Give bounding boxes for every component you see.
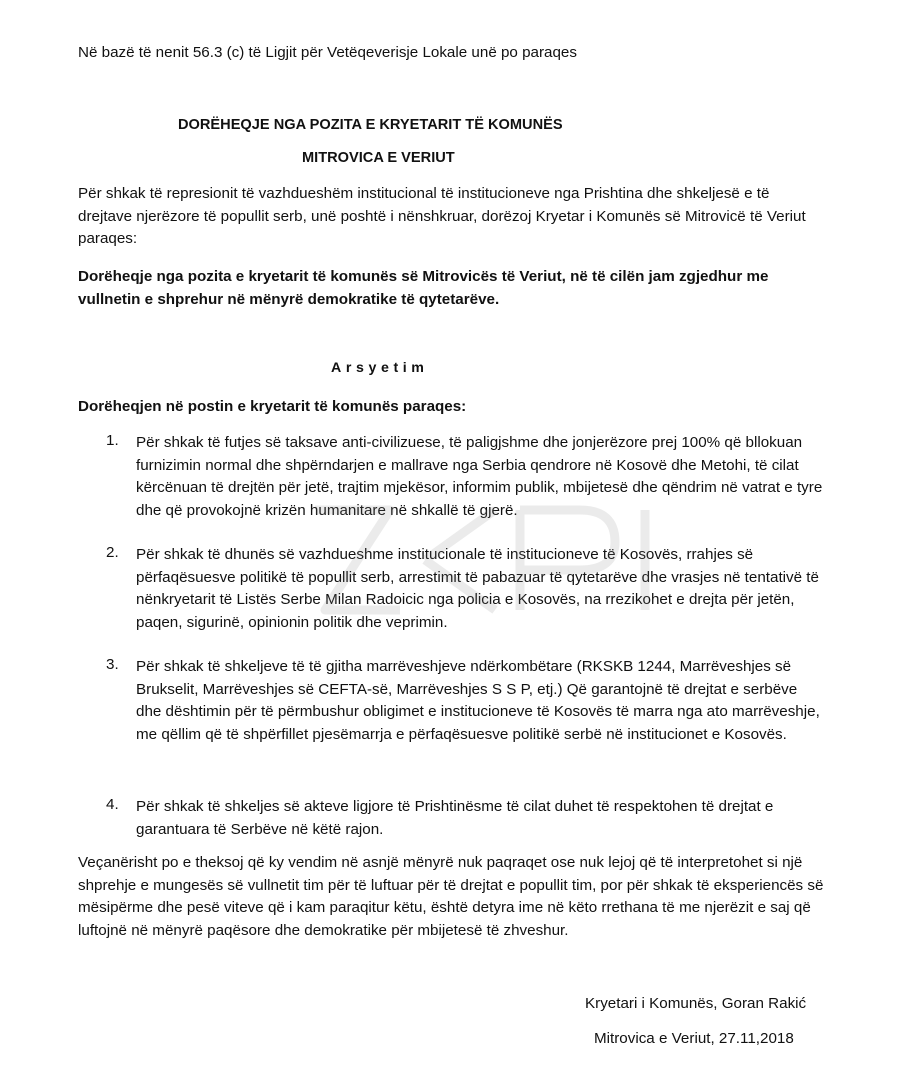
section-heading: Arsyetim (331, 360, 429, 376)
list-item-number: 1. (106, 432, 119, 449)
list-item-number: 2. (106, 544, 119, 561)
opening-paragraph: Për shkak të represionit të vazhdueshëm institucional të institucioneve nga Prishtina dhe shkeljesë e të drejtave njerëzore të popullit serb, unë poshtë i nënshkruar, dorëzoj Kryetar i Komunës së Mitrovicë të Veriut paraqes: (78, 185, 806, 247)
document-title: DORËHEQJE NGA POZITA E KRYETARIT TË KOMUNËS (178, 117, 563, 133)
resignation-statement: Dorëheqje nga pozita e kryetarit të komunës së Mitrovicës të Veriut, në të cilën jam zgjedhur me vullnetin e shprehur në mënyrë demokratike të qytetarëve. (78, 268, 769, 308)
list-item-text: Për shkak të dhunës së vazhdueshme institucionale të institucioneve të Kosovës, rrahjes së përfaqësuesve politikë të popullit serb, arrestimit të pabazuar të qytetarëve dhe vrasjes në tentativë të nënkryetarit të Listës Serbe Milan Radoicic nga policia e Kosovës, na rrezikohet e drejta për jetën, paqen, sigurinë, opinionin politik dhe veprimin. (136, 546, 819, 631)
list-item-number: 4. (106, 796, 119, 813)
list-item-text: Për shkak të shkeljes së akteve ligjore të Prishtinësme të cilat duhet të respektohen të drejtat e garantuara të Serbëve në këtë rajon. (136, 798, 774, 838)
closing-paragraph: Veçanërisht po e theksoj që ky vendim në asnjë mënyrë nuk paqraqet ose nuk lejoj që të interpretohet si një shprehje e mungesës së vullnetit tim për të luftuar për të drejtat e popullit tim, por për shkak të eksperiencës së mësipërme dhe pesë viteve që i kam paraqitur këtu, është detyra ime në këto rrethana të me njerëzit e saj që luftojnë në mënyrë paqësore dhe demokratike për mbijetesë të zhveshur. (78, 854, 824, 939)
list-item-number: 3. (106, 656, 119, 673)
list-item-text: Për shkak të futjes së taksave anti-civilizuese, të paligjshme dhe jonjerëzore prej 100% që bllokuan furnizimin normal dhe shpërndarjen e mallrave nga Serbia qendrore në Kosovë dhe Metohi, të cilat kërcënuan të drejtën për jetë, trajtim mjekësor, informim publik, mbijetesë dhe qëndrim në vatrat e tyre dhe që provokojnë krizën humanitare në shkallë të gjerë. (136, 434, 823, 519)
signature-place-date: Mitrovica e Veriut, 27.11,2018 (594, 1030, 794, 1047)
list-item-text: Për shkak të shkeljeve të të gjitha marrëveshjeve ndërkombëtare (RKSKB 1244, Marrëveshjes së Brukselit, Marrëveshjes së CEFTA-së, Marrëveshjes S S P, etj.) Që garantojnë të drejtat e serbëve dhe dështimin për të përmbushur obligimet e institucioneve të Kosovës të marra nga ato marrëveshje, me qëllim që të shpërfillet pjesëmarrja e përfaqësuesve politikë serbë në institucionet e Kosovës. (136, 658, 820, 743)
intro-line: Në bazë të nenit 56.3 (c) të Ligjit për Vetëqeverisje Lokale unë po paraqes (78, 44, 577, 61)
signature-name: Kryetari i Komunës, Goran Rakić (585, 995, 807, 1012)
section-subheading: Dorëheqjen në postin e kryetarit të komunës paraqes: (78, 398, 467, 415)
document-subtitle: MITROVICA E VERIUT (302, 150, 455, 166)
